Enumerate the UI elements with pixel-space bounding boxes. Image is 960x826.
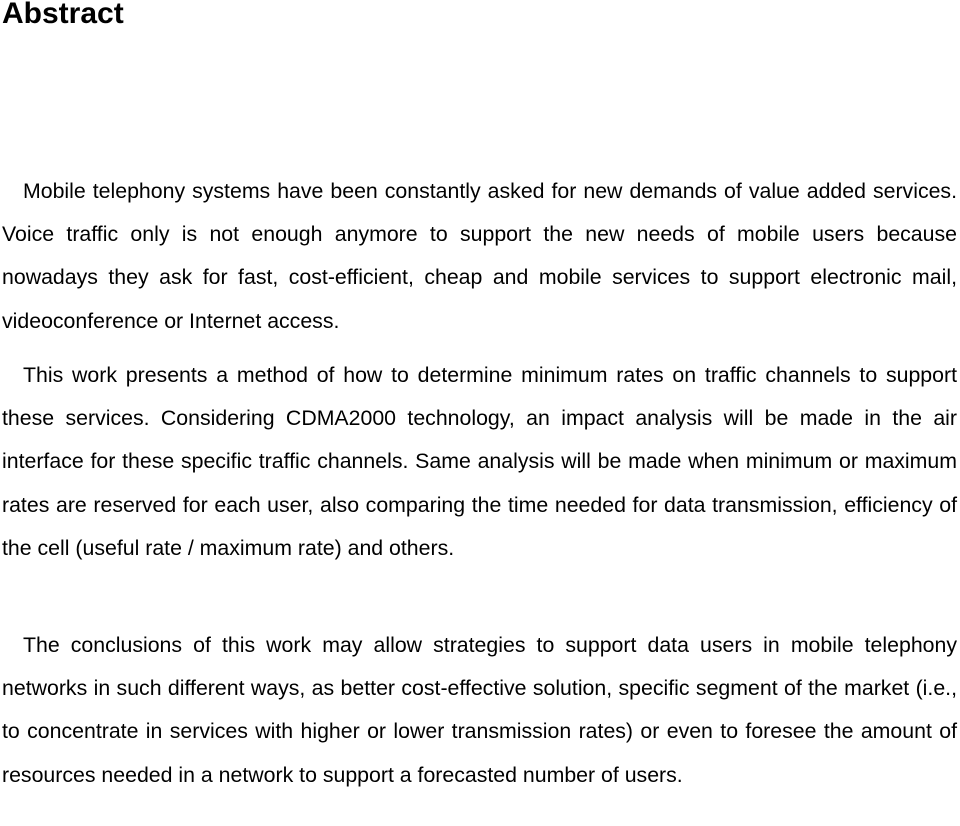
section-heading: Abstract bbox=[2, 0, 124, 30]
abstract-paragraph-2: This work presents a method of how to determine minimum rates on traffic channels to support these services. Considering CDMA2000 technology, an impact analysis will be made in the air interface for these specific traffic channels. Same analysis will be made when minimum or maximum rates are reserved for each user, also comparing the time needed for data transmission, efficiency of the cell (useful rate / maximum rate) and others. bbox=[2, 363, 957, 560]
abstract-paragraph-1: Mobile telephony systems have been constantly asked for new demands of value added services. Voice traffic only is not enough anymore to support the new needs of mobile users because nowadays they ask for fast, cost-efficient, cheap and mobile services to support electronic mail, videoconference or Internet access. bbox=[2, 179, 957, 333]
abstract-paragraph-3: The conclusions of this work may allow strategies to support data users in mobile telephony networks in such different ways, as better cost-effective solution, specific segment of the market (i.e., to concentrate in services with higher or lower transmission rates) or even to foresee the amount of resources needed in a network to support a forecasted number of users. bbox=[2, 633, 957, 787]
